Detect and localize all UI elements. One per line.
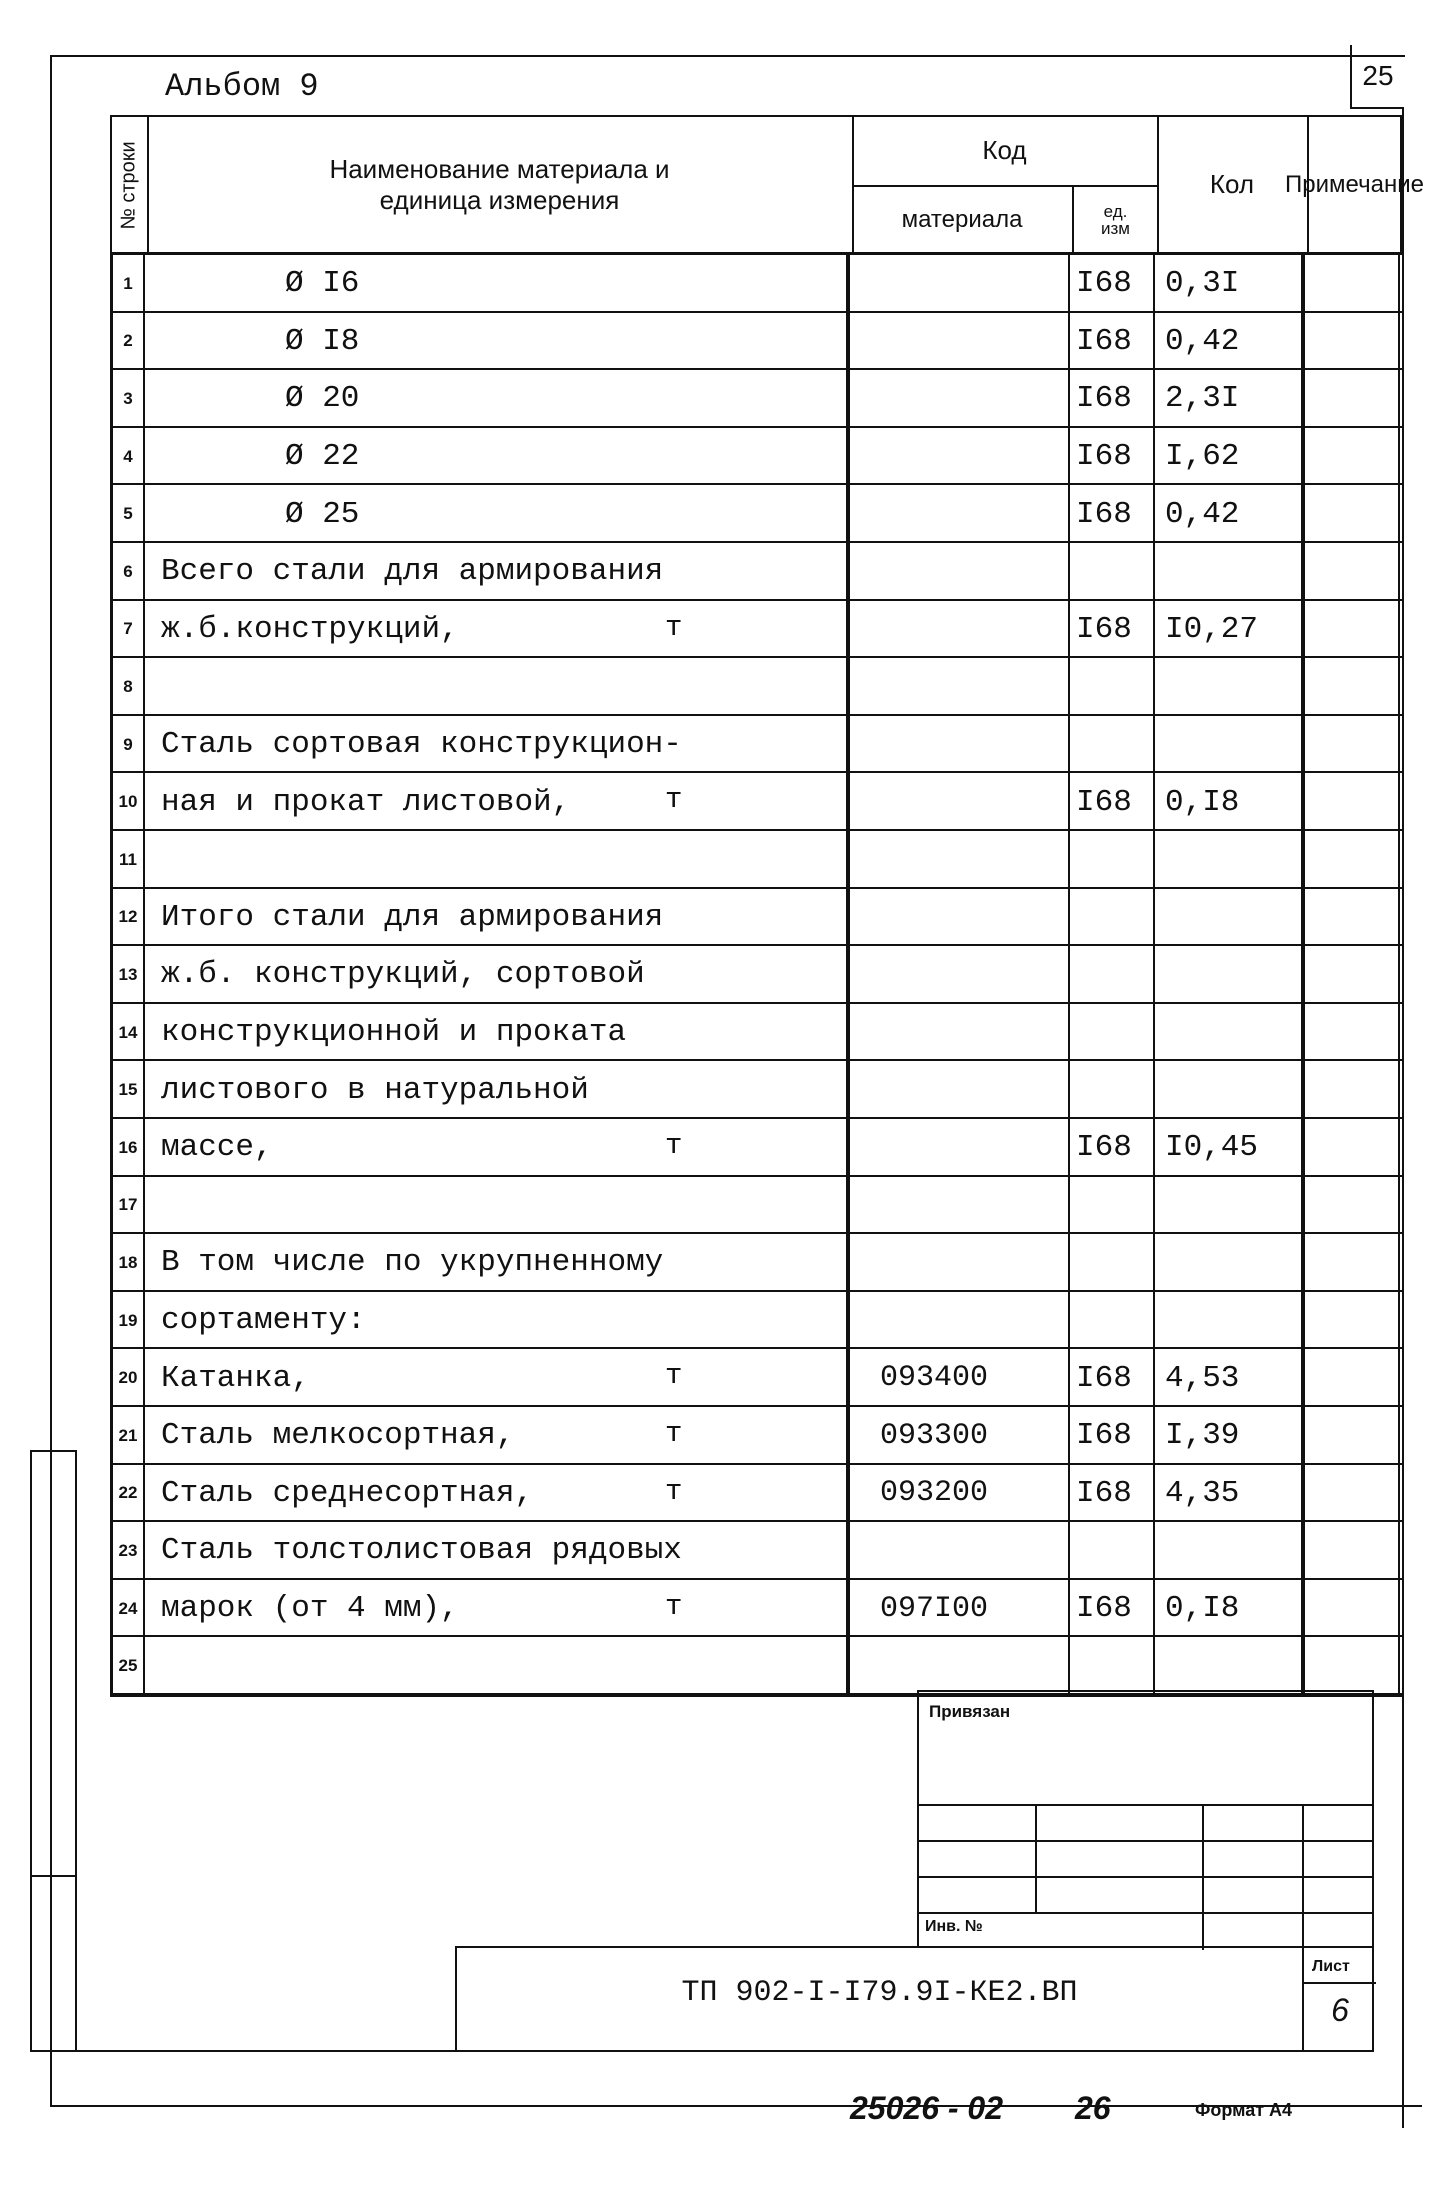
material-code [850, 1234, 1070, 1292]
material-code: 093400 [850, 1349, 1070, 1407]
unit-code [1072, 889, 1155, 947]
row-number: 12 [110, 889, 145, 947]
row-name-cell [145, 658, 850, 716]
row-number: 22 [110, 1465, 145, 1523]
row-name-cell [145, 1004, 850, 1062]
unit-code: I68 [1072, 1465, 1155, 1523]
row-name-cell [145, 1119, 850, 1177]
note-cell [1305, 313, 1400, 371]
unit-code [1072, 1061, 1155, 1119]
material-name: В том числе по укрупненному [161, 1245, 664, 1281]
stamp-hline-2 [919, 1840, 1374, 1842]
unit-code: I68 [1072, 1580, 1155, 1638]
material-name: Ø I8 [285, 323, 360, 359]
row-name-cell [145, 601, 850, 659]
row-number: 4 [110, 428, 145, 486]
note-cell [1305, 1292, 1400, 1350]
material-code [850, 370, 1070, 428]
row-name-cell [145, 313, 850, 371]
archive-number: 25026 - 02 [850, 2090, 1004, 2126]
quantity [1155, 1292, 1305, 1350]
row-number: 17 [110, 1177, 145, 1235]
material-code [850, 1637, 1070, 1695]
material-name: Сталь мелкосортная, [161, 1418, 515, 1454]
note-cell [1305, 716, 1400, 774]
note-cell [1305, 831, 1400, 889]
sheet-label: Лист [1312, 1958, 1350, 1975]
table-row [0, 946, 1452, 1004]
row-name-cell [145, 1465, 850, 1523]
row-number: 15 [110, 1061, 145, 1119]
row-name-cell [145, 1234, 850, 1292]
material-code [850, 1522, 1070, 1580]
note-cell [1305, 1177, 1400, 1235]
note-cell [1305, 370, 1400, 428]
table-row [0, 831, 1452, 889]
note-cell [1305, 1522, 1400, 1580]
note-cell [1305, 1349, 1400, 1407]
table-row [0, 255, 1452, 313]
material-code [850, 485, 1070, 543]
archive-sheet: 26 [1075, 2090, 1111, 2126]
row-number: 2 [110, 313, 145, 371]
header-code-material-label: материала [901, 205, 1023, 233]
row-number: 16 [110, 1119, 145, 1177]
note-cell [1305, 1061, 1400, 1119]
table-row [0, 485, 1452, 543]
quantity: 0,42 [1155, 485, 1305, 543]
note-cell [1305, 1004, 1400, 1062]
quantity: 0,3I [1155, 255, 1305, 313]
unit-code [1072, 831, 1155, 889]
quantity [1155, 889, 1305, 947]
row-name-cell [145, 1177, 850, 1235]
quantity: 0,I8 [1155, 1580, 1305, 1638]
material-name: массе, [161, 1130, 273, 1166]
table-row [0, 1177, 1452, 1235]
note-cell [1305, 428, 1400, 486]
row-number: 19 [110, 1292, 145, 1350]
table-row [0, 543, 1452, 601]
material-code [850, 543, 1070, 601]
quantity: I,39 [1155, 1407, 1305, 1465]
sheet-number: 6 [1331, 1992, 1349, 2028]
quantity: 4,35 [1155, 1465, 1305, 1523]
stamp-block [917, 1690, 1372, 1948]
material-code [850, 1292, 1070, 1350]
stamp-vline-1 [1035, 1804, 1037, 1912]
row-number: 1 [110, 255, 145, 313]
material-code [850, 601, 1070, 659]
material-code [850, 1119, 1070, 1177]
material-name: Ø 22 [285, 439, 360, 475]
quantity [1155, 1177, 1305, 1235]
material-name: Всего стали для армирования [161, 554, 664, 590]
material-code [850, 946, 1070, 1004]
header-qty-label: Кол [1209, 169, 1255, 200]
designation-text: ТП 902-I-I79.9I-КЕ2.ВП [681, 1976, 1078, 2010]
row-number: 24 [110, 1580, 145, 1638]
note-cell [1305, 1407, 1400, 1465]
row-number: 3 [110, 370, 145, 428]
material-code: 093300 [850, 1407, 1070, 1465]
row-name-cell [145, 428, 850, 486]
page-number: 25 [1362, 60, 1394, 91]
quantity: 0,I8 [1155, 773, 1305, 831]
note-cell [1305, 255, 1400, 313]
material-name: ж.б.конструкций, [161, 611, 459, 647]
material-unit: т [665, 1359, 683, 1393]
note-cell [1305, 1234, 1400, 1292]
unit-code [1072, 543, 1155, 601]
material-code [850, 1061, 1070, 1119]
row-name-cell [145, 831, 850, 889]
quantity [1155, 1234, 1305, 1292]
material-code [850, 1004, 1070, 1062]
material-code [850, 773, 1070, 831]
header-code-label: Код [982, 135, 1027, 166]
row-number: 25 [110, 1637, 145, 1695]
row-name-cell [145, 1580, 850, 1638]
row-name-cell [145, 946, 850, 1004]
unit-code: I68 [1072, 1119, 1155, 1177]
material-code [850, 889, 1070, 947]
unit-code [1072, 1177, 1155, 1235]
row-name-cell [145, 370, 850, 428]
material-name: марок (от 4 мм), [161, 1591, 459, 1627]
row-number: 20 [110, 1349, 145, 1407]
material-name: Ø 25 [285, 496, 360, 532]
table-row [0, 889, 1452, 947]
unit-code [1072, 946, 1155, 1004]
note-cell [1305, 773, 1400, 831]
note-cell [1305, 1580, 1400, 1638]
table-row [0, 601, 1452, 659]
note-cell [1305, 543, 1400, 601]
table-row [0, 370, 1452, 428]
unit-code: I68 [1072, 370, 1155, 428]
table-row [0, 428, 1452, 486]
table-row [0, 658, 1452, 716]
row-name-cell [145, 1522, 850, 1580]
stamp-right-border [1372, 1690, 1374, 2052]
material-name: ж.б. конструкций, сортовой [161, 957, 645, 993]
material-name: Сталь толстолистовая рядовых [161, 1533, 682, 1569]
table-row [0, 1580, 1452, 1638]
material-code [850, 716, 1070, 774]
row-name-cell [145, 1292, 850, 1350]
material-code: 093200 [850, 1465, 1070, 1523]
quantity: I0,45 [1155, 1119, 1305, 1177]
unit-code: I68 [1072, 313, 1155, 371]
quantity: 4,53 [1155, 1349, 1305, 1407]
table-row [0, 1234, 1452, 1292]
quantity [1155, 658, 1305, 716]
unit-code [1072, 1292, 1155, 1350]
sheet-divider [1304, 1982, 1376, 1984]
unit-code: I68 [1072, 485, 1155, 543]
row-number: 7 [110, 601, 145, 659]
row-number: 21 [110, 1407, 145, 1465]
row-number: 23 [110, 1522, 145, 1580]
material-unit: т [665, 1417, 683, 1450]
material-unit: т [665, 1474, 683, 1508]
row-number: 9 [110, 716, 145, 774]
quantity: 0,42 [1155, 313, 1305, 371]
unit-code [1072, 716, 1155, 774]
album-title: Альбом 9 [165, 68, 319, 105]
quantity [1155, 946, 1305, 1004]
designation-block [455, 1946, 1372, 2050]
quantity [1155, 716, 1305, 774]
binding-hline-2 [30, 1875, 77, 1877]
table-row [0, 1292, 1452, 1350]
material-name: сортаменту: [161, 1303, 366, 1339]
material-name: Сталь среднесортная, [161, 1475, 534, 1511]
sheet-box [1302, 1948, 1376, 2052]
row-number: 13 [110, 946, 145, 1004]
material-unit: т [665, 1589, 683, 1623]
note-cell [1305, 946, 1400, 1004]
material-code [850, 831, 1070, 889]
row-number: 8 [110, 658, 145, 716]
unit-code [1072, 1522, 1155, 1580]
stamp-hline-1 [919, 1804, 1374, 1806]
table-row [0, 1061, 1452, 1119]
row-number: 11 [110, 831, 145, 889]
table-row [0, 1349, 1452, 1407]
unit-code: I68 [1072, 1407, 1155, 1465]
material-code [850, 255, 1070, 313]
inv-label: Инв. № [925, 1918, 983, 1935]
material-name: Ø 20 [285, 381, 360, 417]
note-cell [1305, 889, 1400, 947]
material-unit: т [665, 610, 683, 644]
row-name-cell [145, 889, 850, 947]
material-code [850, 428, 1070, 486]
header-name-label: Наименование материала и единица измерения [329, 153, 670, 215]
stamp-vline-2 [1202, 1804, 1204, 1950]
unit-code: I68 [1072, 255, 1155, 313]
bound-label: Привязан [929, 1702, 1011, 1721]
unit-code [1072, 1234, 1155, 1292]
row-number: 5 [110, 485, 145, 543]
table-row [0, 1465, 1452, 1523]
material-name: ная и прокат листовой, [161, 784, 571, 820]
note-cell [1305, 1637, 1400, 1695]
header-rownum-label: № строки [118, 140, 140, 230]
unit-code: I68 [1072, 773, 1155, 831]
note-cell [1305, 1465, 1400, 1523]
material-code [850, 1177, 1070, 1235]
note-cell [1305, 601, 1400, 659]
stamp-vline-3 [1302, 1804, 1304, 1950]
unit-code [1072, 1004, 1155, 1062]
unit-code: I68 [1072, 601, 1155, 659]
table-row [0, 1004, 1452, 1062]
quantity: 2,3I [1155, 370, 1305, 428]
unit-code [1072, 1637, 1155, 1695]
quantity [1155, 1061, 1305, 1119]
material-code: 097I00 [850, 1580, 1070, 1638]
stamp-hline-4 [919, 1912, 1374, 1914]
row-name-cell [145, 543, 850, 601]
quantity: I,62 [1155, 428, 1305, 486]
note-cell [1305, 485, 1400, 543]
table-row [0, 716, 1452, 774]
unit-code: I68 [1072, 1349, 1155, 1407]
row-name-cell [145, 255, 850, 313]
stamp-hline-3 [919, 1876, 1374, 1878]
quantity [1155, 1004, 1305, 1062]
quantity [1155, 1637, 1305, 1695]
material-unit: т [665, 1129, 683, 1162]
material-name: Катанка, [161, 1360, 310, 1396]
row-name-cell [145, 773, 850, 831]
row-name-cell [145, 716, 850, 774]
bottom-border-under-stamp [30, 2050, 1372, 2052]
row-number: 18 [110, 1234, 145, 1292]
row-number: 6 [110, 543, 145, 601]
material-name: листового в натуральной [161, 1072, 589, 1108]
unit-code: I68 [1072, 428, 1155, 486]
material-code [850, 658, 1070, 716]
table-row [0, 1522, 1452, 1580]
table-row [0, 1637, 1452, 1695]
note-cell [1305, 1119, 1400, 1177]
row-name-cell [145, 485, 850, 543]
row-name-cell [145, 1349, 850, 1407]
quantity [1155, 543, 1305, 601]
row-name-cell [145, 1407, 850, 1465]
material-unit: т [665, 783, 683, 817]
quantity [1155, 831, 1305, 889]
row-name-cell [145, 1637, 850, 1695]
material-name: Ø I6 [285, 266, 360, 302]
material-name: Итого стали для армирования [161, 899, 664, 935]
row-name-cell [145, 1061, 850, 1119]
header-note-label: Примечание [1285, 170, 1424, 198]
row-number: 14 [110, 1004, 145, 1062]
row-number: 10 [110, 773, 145, 831]
table-row [0, 313, 1452, 371]
material-code [850, 313, 1070, 371]
note-cell [1305, 658, 1400, 716]
table-row [0, 1407, 1452, 1465]
table-row [0, 773, 1452, 831]
header-code-unit-label: ед. изм [1101, 202, 1130, 238]
material-name: конструкционной и проката [161, 1015, 627, 1051]
quantity [1155, 1522, 1305, 1580]
quantity: I0,27 [1155, 601, 1305, 659]
unit-code [1072, 658, 1155, 716]
table-row [0, 1119, 1452, 1177]
format-label: Формат А4 [1195, 2100, 1293, 2120]
material-name: Сталь сортовая конструкцион- [161, 727, 682, 763]
